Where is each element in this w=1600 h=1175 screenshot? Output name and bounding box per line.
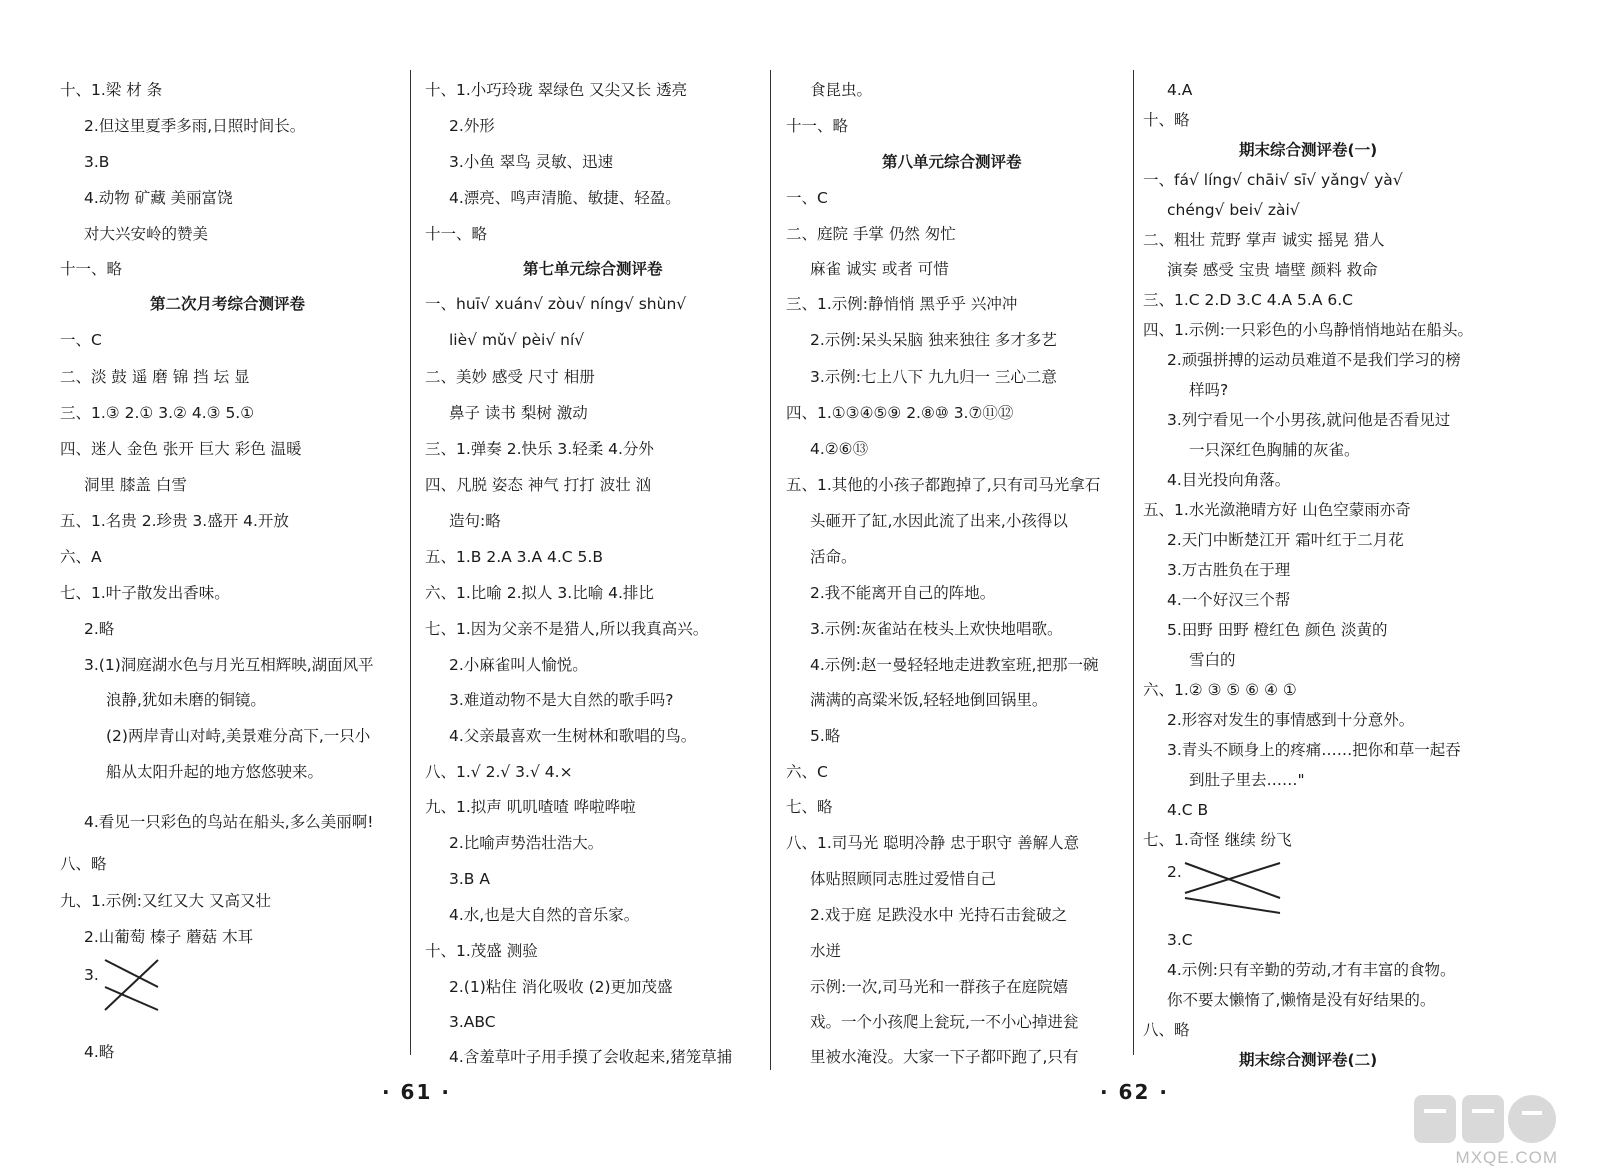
answer-line: 3.(1)洞庭湖水色与月光互相辉映,湖面风平 [84, 656, 374, 674]
answer-line: 麻雀 诚实 或者 可惜 [810, 260, 949, 278]
answer-line: 4.含羞草叶子用手摸了会收起来,猪笼草捕 [449, 1048, 733, 1066]
answer-line: 2.但这里夏季多雨,日照时间长。 [84, 117, 306, 135]
answer-line: 十、1.小巧玲珑 翠绿色 又尖又长 透亮 [425, 81, 688, 99]
answer-line: 七、1.叶子散发出香味。 [60, 584, 230, 602]
answer-line: 到肚子里去……" [1189, 771, 1305, 789]
answer-line: 2.我不能离开自己的阵地。 [810, 584, 996, 602]
answer-line: 五、1.B 2.A 3.A 4.C 5.B [425, 548, 603, 566]
answer-line: 七、略 [786, 798, 833, 816]
answer-line: 4.示例:只有辛勤的劳动,才有丰富的食物。 [1167, 961, 1456, 979]
answer-line: 4.示例:赵一曼轻轻地走进教室班,把那一碗 [810, 656, 1099, 674]
answer-line: 八、1.司马光 聪明冷静 忠于职守 善解人意 [786, 834, 1080, 852]
answer-line: 4.略 [84, 1043, 115, 1061]
answer-line: 九、1.示例:又红又大 又高又壮 [60, 892, 271, 910]
answer-line: 三、1.C 2.D 3.C 4.A 5.A 6.C [1143, 291, 1353, 309]
answer-line: 4.父亲最喜欢一生树林和歌唱的鸟。 [449, 727, 697, 745]
answer-line: 十、1.茂盛 测验 [425, 942, 538, 960]
answer-line: 头砸开了缸,水因此流了出来,小孩得以 [810, 512, 1068, 530]
answer-line: 六、C [786, 763, 828, 781]
matching-lines-diagram-1 [100, 955, 170, 1015]
answer-line: 鼻子 读书 梨树 激动 [449, 404, 588, 422]
section-title: 第二次月考综合测评卷 [150, 295, 306, 313]
answer-line: 4.C B [1167, 801, 1209, 819]
answer-line: 八、略 [60, 855, 107, 873]
answer-line: 2.(1)粘住 消化吸收 (2)更加茂盛 [449, 978, 673, 996]
answer-line: 三、1.示例:静悄悄 黑乎乎 兴冲冲 [786, 295, 1018, 313]
answer-line: 四、凡脱 姿态 神气 打打 波壮 汹 [425, 476, 652, 494]
watermark-text: MXQE.COM [1455, 1148, 1558, 1167]
page-number-left: · 61 · [382, 1080, 451, 1104]
answer-line: 3.列宁看见一个小男孩,就问他是否看见过 [1167, 411, 1451, 429]
answer-line: 一、huī√ xuán√ zòu√ níng√ shùn√ [425, 295, 687, 313]
answer-line: 2.略 [84, 620, 115, 638]
answer-line: 4.②⑥⑬ [810, 440, 869, 458]
matching-lines-diagram-2 [1180, 858, 1290, 918]
answer-line: 船从太阳升起的地方悠悠驶来。 [106, 763, 324, 781]
answer-line: 2.戏于庭 足跌没水中 光持石击瓮破之 [810, 906, 1068, 924]
answer-line: 5.田野 田野 橙红色 颜色 淡黄的 [1167, 621, 1388, 639]
answer-line: 样吗? [1189, 381, 1229, 399]
answer-line: 演奏 感受 宝贵 墙壁 颜料 救命 [1167, 261, 1378, 279]
answer-line: 4.目光投向角落。 [1167, 471, 1291, 489]
answer-line: 对大兴安岭的赞美 [84, 225, 209, 243]
answer-line: 3.B A [449, 870, 490, 888]
answer-line: 4.一个好汉三个帮 [1167, 591, 1291, 609]
answer-line: 你不要太懒惰了,懒惰是没有好结果的。 [1167, 991, 1436, 1009]
answer-line: 里被水淹没。大家一下子都吓跑了,只有 [810, 1048, 1079, 1066]
answer-line: 活命。 [810, 548, 857, 566]
answer-line: 八、略 [1143, 1021, 1190, 1039]
answer-line: 2.示例:呆头呆脑 独来独往 多才多艺 [810, 331, 1057, 349]
answer-line: 3.ABC [449, 1013, 496, 1031]
answer-line: 二、淡 鼓 遥 磨 锦 挡 坛 显 [60, 368, 250, 386]
answer-line: 3.B [84, 153, 110, 171]
answer-line: 十、略 [1143, 111, 1190, 129]
answer-line: 七、1.奇怪 继续 纷飞 [1143, 831, 1292, 849]
answer-line: 一只深红色胸脯的灰雀。 [1189, 441, 1360, 459]
answer-line: 浪静,犹如未磨的铜镜。 [106, 691, 266, 709]
answer-line: 十一、略 [786, 117, 849, 135]
answer-line: 十、1.梁 材 条 [60, 81, 163, 99]
answer-line: 六、1.② ③ ⑤ ⑥ ④ ① [1143, 681, 1297, 699]
answer-line: 七、1.因为父亲不是猎人,所以我真高兴。 [425, 620, 709, 638]
answer-line: chéng√ bei√ zài√ [1167, 201, 1300, 219]
answer-line: 一、C [60, 331, 102, 349]
answer-line: 四、1.示例:一只彩色的小鸟静悄悄地站在船头。 [1143, 321, 1474, 339]
answer-line: 4.A [1167, 81, 1193, 99]
answer-line: 2.天门中断楚江开 霜叶红于二月花 [1167, 531, 1404, 549]
answer-line: 六、A [60, 548, 102, 566]
column-divider-1 [410, 70, 411, 1055]
answer-line: 4.水,也是大自然的音乐家。 [449, 906, 640, 924]
answer-line: (2)两岸青山对峙,美景难分高下,一只小 [106, 727, 371, 745]
answer-line: 3.青头不顾身上的疼痛……把你和草一起吞 [1167, 741, 1461, 759]
section-title: 第八单元综合测评卷 [882, 153, 1022, 171]
answer-line: 雪白的 [1189, 651, 1236, 669]
answer-line: 2. [1167, 863, 1182, 881]
answer-line: 五、1.其他的小孩子都跑掉了,只有司马光拿石 [786, 476, 1101, 494]
answer-line: 4.动物 矿藏 美丽富饶 [84, 189, 233, 207]
answer-line: 2.小麻雀叫人愉悦。 [449, 656, 588, 674]
answer-line: 3.示例:灰雀站在枝头上欢快地唱歌。 [810, 620, 1063, 638]
answer-line: 二、粗壮 荒野 掌声 诚实 摇晃 猎人 [1143, 231, 1385, 249]
answer-line: 2.比喻声势浩壮浩大。 [449, 834, 604, 852]
section-title: 期末综合测评卷(二) [1239, 1051, 1378, 1069]
answer-line: 3.C [1167, 931, 1193, 949]
answer-line: 三、1.③ 2.① 3.② 4.③ 5.① [60, 404, 255, 422]
answer-line: 4.看见一只彩色的鸟站在船头,多么美丽啊! [84, 813, 374, 831]
answer-line: 五、1.名贵 2.珍贵 3.盛开 4.开放 [60, 512, 289, 530]
answer-line: 三、1.弹奏 2.快乐 3.轻柔 4.分外 [425, 440, 654, 458]
answer-line: 一、fá√ líng√ chāi√ sī√ yǎng√ yà√ [1143, 171, 1403, 189]
column-divider-3 [1133, 70, 1134, 1055]
answer-line: 3.示例:七上八下 九九归一 三心二意 [810, 368, 1057, 386]
answer-line: 2.顽强拼搏的运动员难道不是我们学习的榜 [1167, 351, 1461, 369]
answer-line: 3.万古胜负在于理 [1167, 561, 1291, 579]
answer-line: 洞里 膝盖 白雪 [84, 476, 187, 494]
answer-line: 满满的高粱米饭,轻轻地倒回锅里。 [810, 691, 1048, 709]
answer-line: 造句:略 [449, 512, 501, 530]
answer-line: 十一、略 [425, 225, 488, 243]
answer-line: 四、迷人 金色 张开 巨大 彩色 温暖 [60, 440, 302, 458]
answer-line: 3. [84, 966, 99, 984]
answer-line: 四、1.①③④⑤⑨ 2.⑧⑩ 3.⑦⑪⑫ [786, 404, 1014, 422]
column-divider-2 [770, 70, 771, 1070]
section-title: 第七单元综合测评卷 [523, 260, 663, 278]
answer-line: 二、庭院 手掌 仍然 匆忙 [786, 225, 956, 243]
answer-line: 5.略 [810, 727, 841, 745]
answer-line: 八、1.√ 2.√ 3.√ 4.× [425, 763, 573, 781]
section-title: 期末综合测评卷(一) [1239, 141, 1378, 159]
answer-line: 九、1.拟声 叽叽喳喳 哗啦哗啦 [425, 798, 636, 816]
answer-line: 五、1.水光潋滟晴方好 山色空蒙雨亦奇 [1143, 501, 1411, 519]
answer-line: 体贴照顾同志胜过爱惜自己 [810, 870, 997, 888]
answer-line: 3.小鱼 翠鸟 灵敏、迅速 [449, 153, 614, 171]
answer-line: 六、1.比喻 2.拟人 3.比喻 4.排比 [425, 584, 654, 602]
answer-line: 十一、略 [60, 260, 123, 278]
answer-line: 2.外形 [449, 117, 495, 135]
answer-line: 示例:一次,司马光和一群孩子在庭院嬉 [810, 978, 1069, 996]
answer-line: 2.形容对发生的事情感到十分意外。 [1167, 711, 1415, 729]
answer-line: 戏。一个小孩爬上瓮玩,一不小心掉进瓮 [810, 1013, 1079, 1031]
answer-line: 4.漂亮、鸣声清脆、敏捷、轻盈。 [449, 189, 681, 207]
answer-line: 食昆虫。 [810, 81, 873, 99]
answer-line: liè√ mǔ√ pèi√ ní√ [449, 331, 585, 349]
answer-line: 二、美妙 感受 尺寸 相册 [425, 368, 595, 386]
answer-line: 水迸 [810, 942, 842, 960]
answer-line: 2.山葡萄 榛子 蘑菇 木耳 [84, 928, 254, 946]
page-number-right: · 62 · [1100, 1080, 1169, 1104]
answer-line: 3.难道动物不是大自然的歌手吗? [449, 691, 674, 709]
answer-line: 一、C [786, 189, 828, 207]
